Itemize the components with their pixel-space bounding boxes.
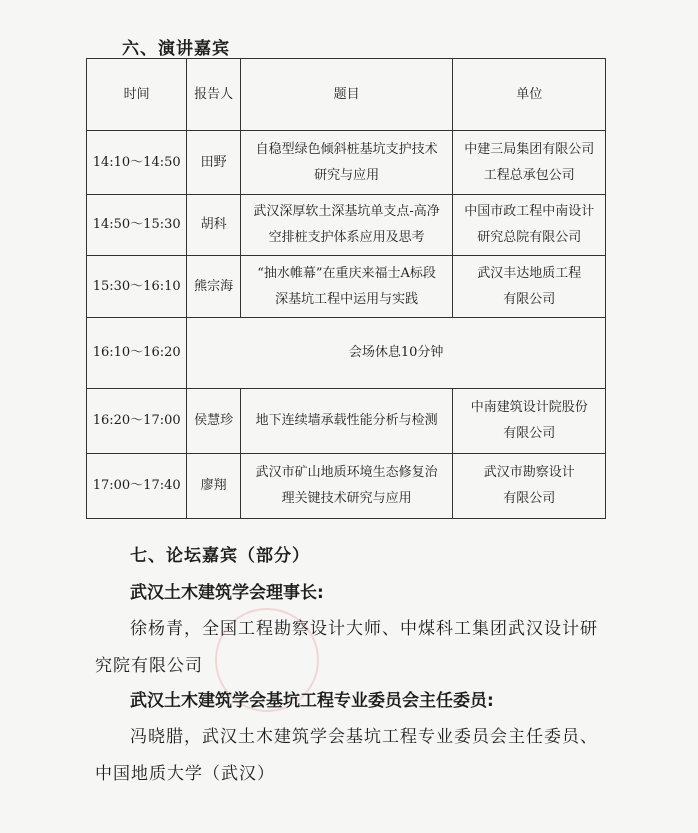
org-line: 研究总院有限公司: [477, 230, 582, 245]
table-row: [87, 195, 606, 256]
cell-time: 14:50～15:30: [87, 195, 187, 256]
header-org: 单位: [453, 59, 606, 131]
cell-org: [453, 454, 606, 519]
guest-line: 究院有限公司: [95, 656, 203, 676]
title-line: 武汉深厚软土深基坑单支点-高净: [253, 204, 440, 219]
org-line: 有限公司: [503, 491, 556, 506]
title-line: 理关键技术研究与应用: [281, 491, 412, 506]
cell-time: 17:00～17:40: [87, 454, 187, 519]
table-row-break: [87, 318, 606, 389]
org-line: 有限公司: [503, 291, 556, 307]
guest-line: 徐杨青，全国工程勘察设计大师、中煤科工集团武汉设计研: [130, 619, 598, 639]
cell-title: [240, 256, 453, 318]
title-line: 武汉市矿山地质环境生态修复治: [255, 465, 438, 480]
org-line: 工程总承包公司: [483, 167, 575, 183]
cell-speaker: 廖翔: [187, 454, 240, 519]
cell-time: 15:30～16:10: [87, 256, 187, 318]
cell-org: [453, 389, 606, 454]
cell-speaker: 田野: [187, 131, 240, 195]
org-line: 武汉市勘察设计: [483, 465, 575, 480]
role-heading-president: 武汉土木建筑学会理事长:: [130, 583, 324, 603]
table-row: [87, 256, 606, 318]
table-header-row: [87, 59, 606, 131]
org-line: 武汉丰达地质工程: [477, 265, 582, 281]
cell-title: [240, 195, 453, 256]
org-line: 中国市政工程中南设计: [464, 204, 595, 219]
cell-org: [453, 131, 606, 195]
title-line: 深基坑工程中运用与实践: [275, 291, 419, 307]
table-row: [87, 389, 606, 454]
cell-title: [240, 454, 453, 519]
table-row: [87, 131, 606, 195]
org-line: 中南建筑设计院股份: [470, 400, 588, 415]
role-heading-committee-chair: 武汉土木建筑学会基坑工程专业委员会主任委员:: [130, 691, 494, 711]
cell-break: 会场休息10分钟: [187, 318, 606, 389]
cell-org: [453, 195, 606, 256]
guest-line: 冯晓腊，武汉土木建筑学会基坑工程专业委员会主任委员、: [130, 727, 598, 747]
section-heading-forum-guests: 七、论坛嘉宾（部分）: [130, 546, 310, 566]
guest-line: 中国地质大学（武汉）: [95, 764, 275, 784]
title-line: 研究与应用: [314, 167, 380, 183]
cell-time: 16:10～16:20: [87, 318, 187, 389]
org-line: 中建三局集团有限公司: [464, 141, 595, 157]
title-line: 空排桩支护体系应用及思考: [268, 230, 425, 245]
cell-time: 16:20～17:00: [87, 389, 187, 454]
cell-org: [453, 256, 606, 318]
table-row: [87, 454, 606, 519]
header-time: 时间: [87, 59, 187, 131]
header-speaker: 报告人: [187, 59, 240, 131]
speaker-schedule-table: [86, 58, 606, 519]
cell-title: 地下连续墙承载性能分析与检测: [240, 389, 453, 454]
title-line: “抽水帷幕”在重庆来福士A标段: [257, 265, 436, 281]
cell-time: 14:10～14:50: [87, 131, 187, 195]
cell-speaker: 胡科: [187, 195, 240, 256]
header-title: 题目: [240, 59, 453, 131]
section-heading-speakers: 六、演讲嘉宾: [122, 39, 230, 59]
org-line: 有限公司: [503, 426, 556, 441]
cell-speaker: 侯慧珍: [187, 389, 240, 454]
cell-title: [240, 131, 453, 195]
cell-speaker: 熊宗海: [187, 256, 240, 318]
title-line: 自稳型绿色倾斜桩基坑支护技术: [255, 141, 438, 157]
